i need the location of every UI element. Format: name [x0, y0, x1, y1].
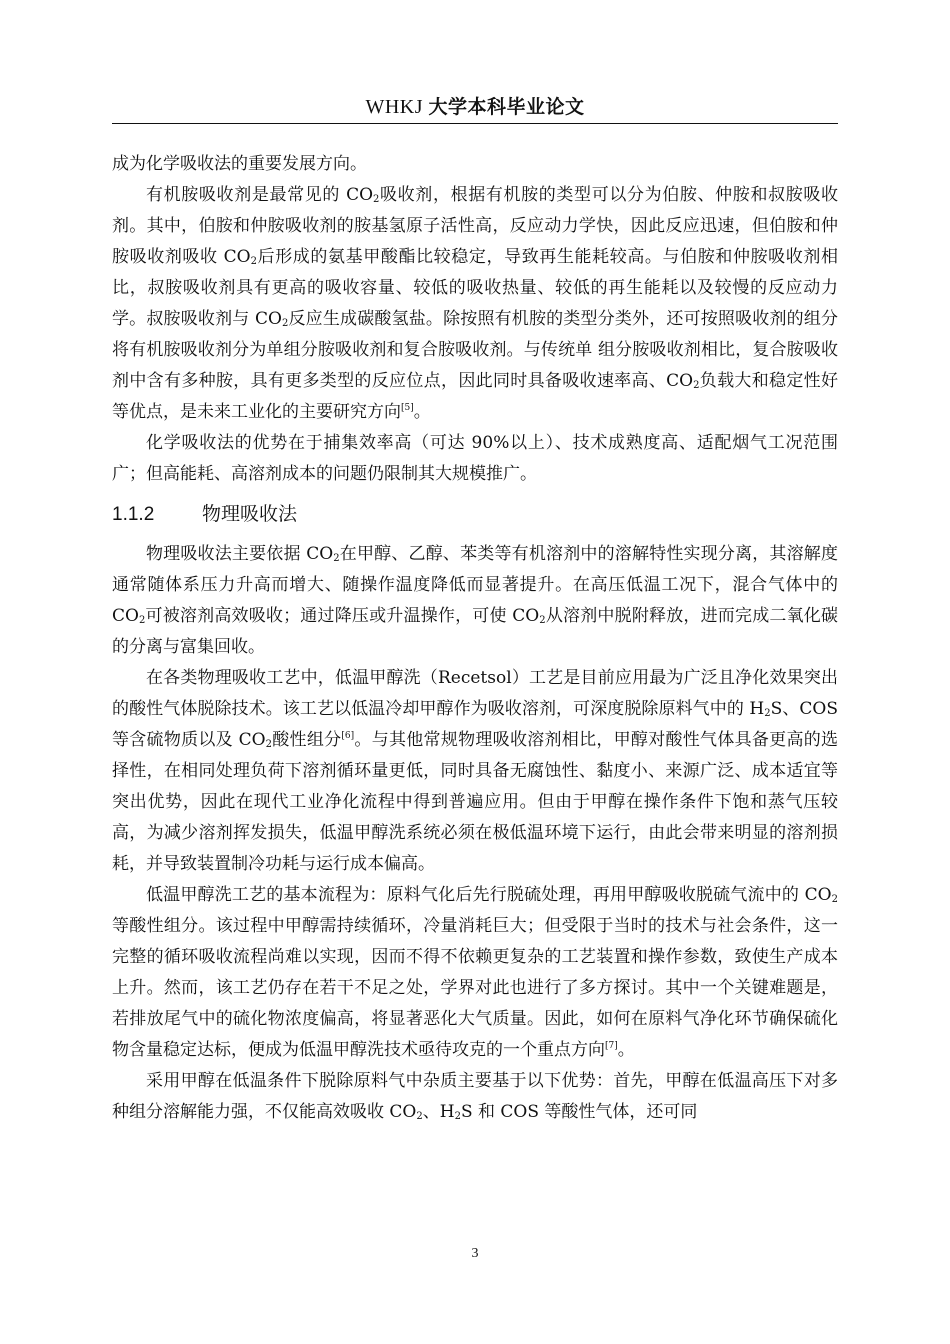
text-run: 负载大和稳定性好等优点，是未来工业化的主要研究方向 — [112, 371, 839, 422]
paragraph-3 — [112, 428, 838, 490]
text-run: 酸性组分 — [271, 730, 342, 750]
subscript: 2 — [693, 380, 700, 391]
subscript: 2 — [454, 1111, 461, 1122]
text-run: 等酸性组分。该过程中甲醇需持续循环，冷量消耗巨大；但受限于当时的技术与社会条件，这一完整的循环吸收流程尚难以实现，因而不得不依赖更复杂的工艺装置和操作参数，致使生产成本上升。然而，该工艺仍存在若干不足之处，学界对此也进行了多方探讨。其中一个关键难题是，若排放尾气中的硫化物浓度偏高，将显著恶化大气质量。因此，如何在原料气净化环节确保硫化物含量稳定达标，便成为低温甲醇洗技术亟待攻克的一个重点方向 — [112, 916, 838, 1060]
subscript: 2 — [138, 615, 146, 626]
text-run: 从溶剂中脱附释放，进而完成二氧化碳的分离与富集回收。 — [112, 606, 838, 657]
subscript: 2 — [539, 615, 546, 626]
text-run: 在各类物理吸收工艺中，低温甲醇洗（Recetsol）工艺是目前应用最为广泛且净化效果突出的酸性气体脱除技术。该工艺以低温冷却甲醇作为吸收溶剂，可深度脱除原料气中的 H — [112, 668, 838, 719]
document-body — [112, 149, 838, 1128]
text-run: 可被溶剂高效吸收；通过降压或升温操作，可使 CO — [145, 606, 540, 626]
page-header — [112, 92, 838, 119]
text-run: 反应生成碳酸氢盐。除按照有机胺的类型分类外，还可按照吸收剂的组分将有机胺吸收剂分为单组分胺吸收剂和复合胺吸收剂。与传统单 组分胺吸收剂相比，复合胺吸收剂中含有多种胺，具有更多类型的反应位点，因此同时具备吸收速率高、CO — [112, 309, 838, 391]
subscript: 2 — [281, 318, 289, 329]
header-divider — [112, 123, 838, 124]
text-run: 成为化学吸收法的重要发展方向。 — [112, 154, 367, 174]
paragraph-5 — [112, 663, 838, 880]
subscript: 2 — [373, 194, 380, 205]
subscript: 2 — [265, 739, 272, 750]
text-run: 在甲醇、乙醇、苯类等有机溶剂中的溶解特性实现分离，其溶解度通常随体系压力升高而增大、随操作温度降低而显著提升。在高压低温工况下，混合气体中的 CO — [112, 544, 838, 626]
paragraph-1 — [112, 149, 838, 180]
subscript: 2 — [831, 894, 838, 905]
subscript: 2 — [250, 256, 257, 267]
text-run: 。 — [413, 402, 431, 422]
header-title: 大学本科毕业论文 — [428, 96, 585, 118]
paragraph-4 — [112, 539, 838, 663]
header-institution-code: WHKJ — [365, 96, 429, 118]
paragraph-7 — [112, 1066, 838, 1128]
text-run: 吸收剂，根据有机胺的类型可以分为伯胺、仲胺和叔胺吸收剂。其中，伯胺和仲胺吸收剂的胺基氢原子活性高，反应动力学快，因此反应迅速，但伯胺和仲胺吸收剂吸收 CO — [112, 185, 838, 267]
subscript: 2 — [764, 708, 771, 719]
text-run: S 和 COS 等酸性气体，还可同 — [460, 1102, 698, 1122]
text-run: 。 — [617, 1040, 635, 1060]
section-number: 1.1.2 — [112, 504, 155, 525]
text-run: 。与其他常规物理吸收溶剂相比，甲醇对酸性气体具备更高的选择性，在相同处理负荷下溶剂循环量更低，同时具备无腐蚀性、黏度小、来源广泛、成本适宜等突出优势，因此在现代工业净化流程中得到普遍应用。但由于甲醇在操作条件下饱和蒸气压较高，为减少溶剂挥发损失，低温甲醇洗系统必须在极低温环境下运行，由此会带来明显的溶剂损耗，并导致装置制冷功耗与运行成本偏高。 — [112, 730, 839, 874]
citation-7[interactable]: [7] — [605, 1041, 618, 1051]
text-run: 、H — [422, 1102, 455, 1122]
paragraph-2 — [112, 180, 838, 428]
text-run: 采用甲醇在低温条件下脱除原料气中杂质主要基于以下优势：首先，甲醇在低温高压下对多种组分溶解能力强，不仅能高效吸收 CO — [112, 1071, 838, 1122]
text-run: 低温甲醇洗工艺的基本流程为：原料气化后先行脱硫处理，再用甲醇吸收脱硫气流中的 CO — [146, 885, 832, 905]
text-run: 物理吸收法主要依据 CO — [146, 544, 334, 564]
paragraph-6 — [112, 880, 838, 1066]
citation-6[interactable]: [6] — [341, 731, 355, 741]
text-run: 有机胺吸收剂是最常见的 CO — [146, 185, 374, 205]
subscript: 2 — [333, 553, 340, 564]
subscript: 2 — [416, 1111, 423, 1122]
page-number: 3 — [471, 1246, 479, 1261]
text-run: S、COS 等含硫物质以及 CO — [112, 699, 838, 750]
citation-5[interactable]: [5] — [401, 403, 414, 413]
section-heading — [112, 499, 838, 530]
section-title: 物理吸收法 — [202, 503, 298, 525]
text-run: 化学吸收法的优势在于捕集效率高（可达 90%以上）、技术成熟度高、适配烟气工况范围广；但高能耗、高溶剂成本的问题仍限制其大规模推广。 — [112, 433, 838, 484]
text-run: 后形成的氨基甲酸酯比较稳定，导致再生能耗较高。与伯胺和仲胺吸收剂相比，叔胺吸收剂具有更高的吸收容量、较低的吸收热量、较低的再生能耗以及较慢的反应动力学。叔胺吸收剂与 CO — [112, 247, 839, 329]
